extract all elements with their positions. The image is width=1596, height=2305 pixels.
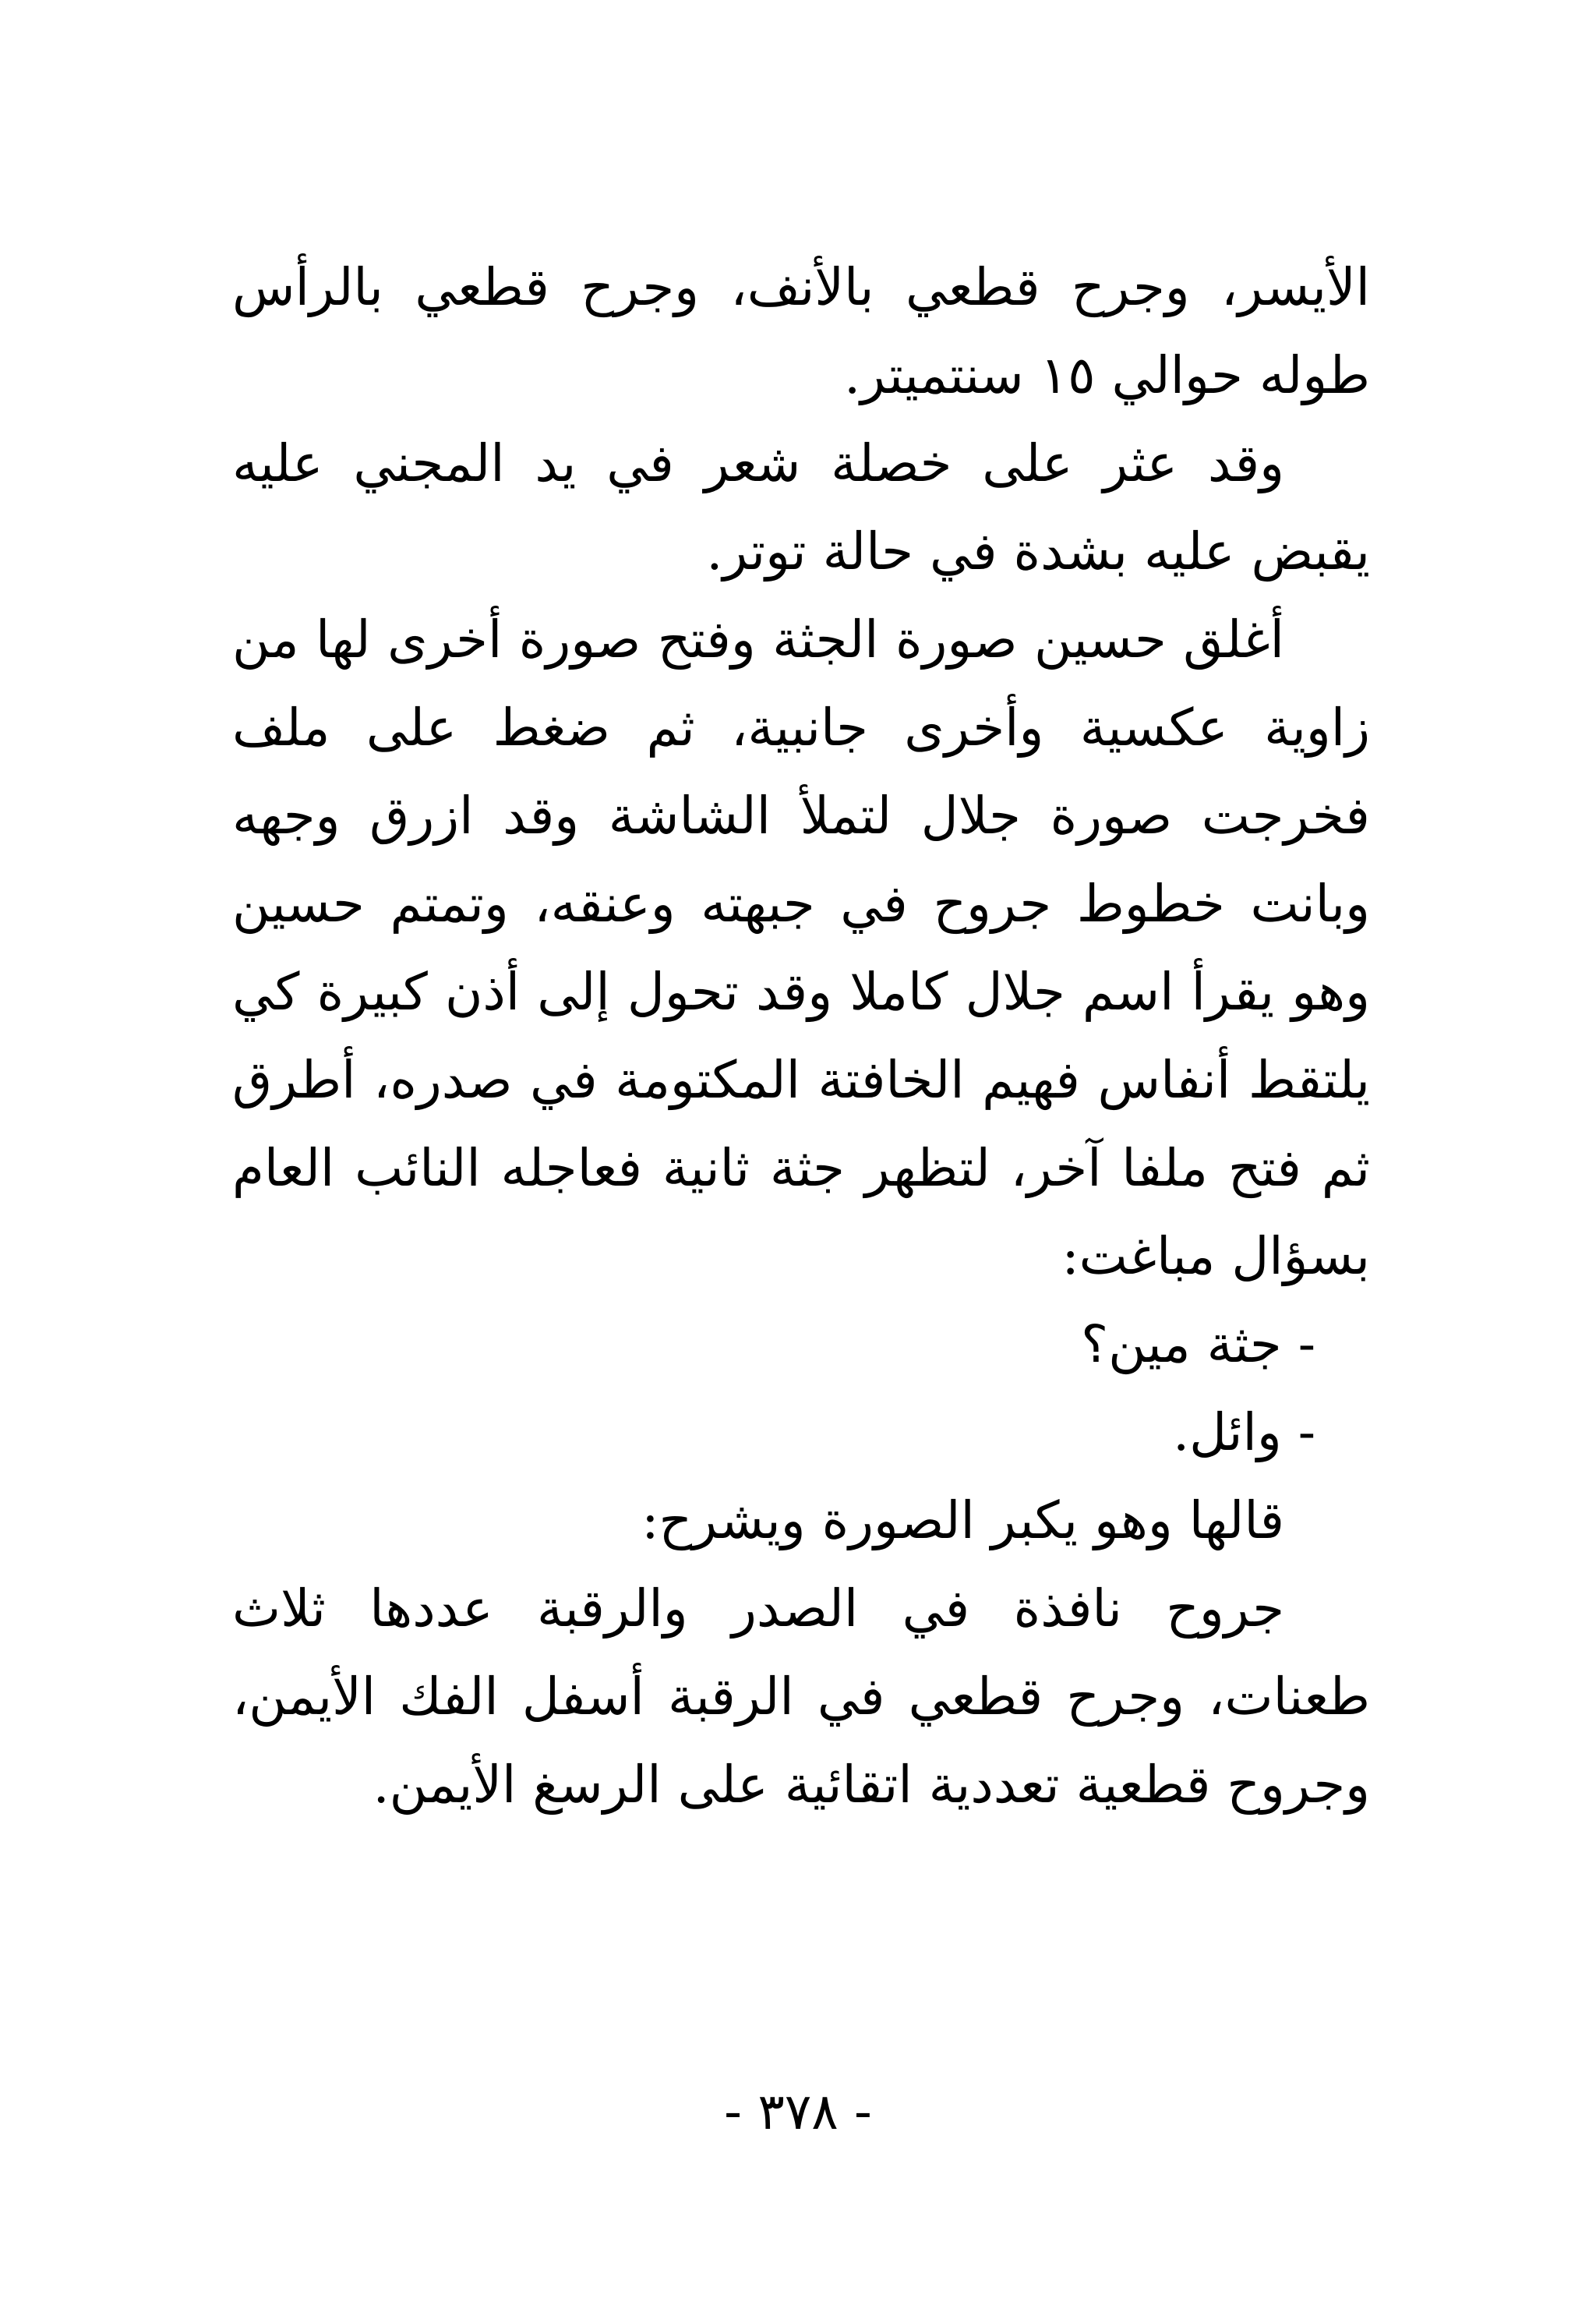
body-text	[232, 243, 1370, 1829]
paragraph-wounds: جروح نافذة في الصدر والرقبة عددها ثلاث طعنات، وجرح قطعي في الرقبة أسفل الفك الأيمن، وجروح قطعية تعددية اتقائية على الرسغ الأيمن.	[232, 1579, 1370, 1815]
paragraph-continuation: الأيسر، وجرح قطعي بالأنف، وجرح قطعي بالرأس طوله حوالي ١٥ سنتميتر.	[232, 257, 1370, 405]
paragraph-explains: قالها وهو يكبر الصورة ويشرح:	[641, 1490, 1284, 1550]
paragraph-hussein-files: أغلق حسين صورة الجثة وفتح صورة أخرى لها من زاوية عكسية وأخرى جانبية، ثم ضغط على ملف فخرجت صورة جلال لتملأ الشاشة وقد ازرق وجهه وبانت خطوط جروح في جبهته وعنقه، وتمتم حسين وهو يقرأ اسم جلال كاملا وقد تحول إلى أذن كبيرة كي يلتقط أنفاس فهيم الخافتة المكتومة في صدره، أطرق ثم فتح ملفا آخر، لتظهر جثة ثانية فعاجله النائب العام بسؤال مباغت:	[232, 610, 1371, 1286]
dialogue-question: - جثة مين؟	[1081, 1314, 1315, 1374]
paragraph-hair-found: وقد عثر على خصلة شعر في يد المجني عليه يقبض عليه بشدة في حالة توتر.	[232, 433, 1370, 582]
dialogue-answer: - وائل.	[1173, 1402, 1315, 1462]
page-number: - ٣٧٨ -	[724, 2084, 872, 2141]
